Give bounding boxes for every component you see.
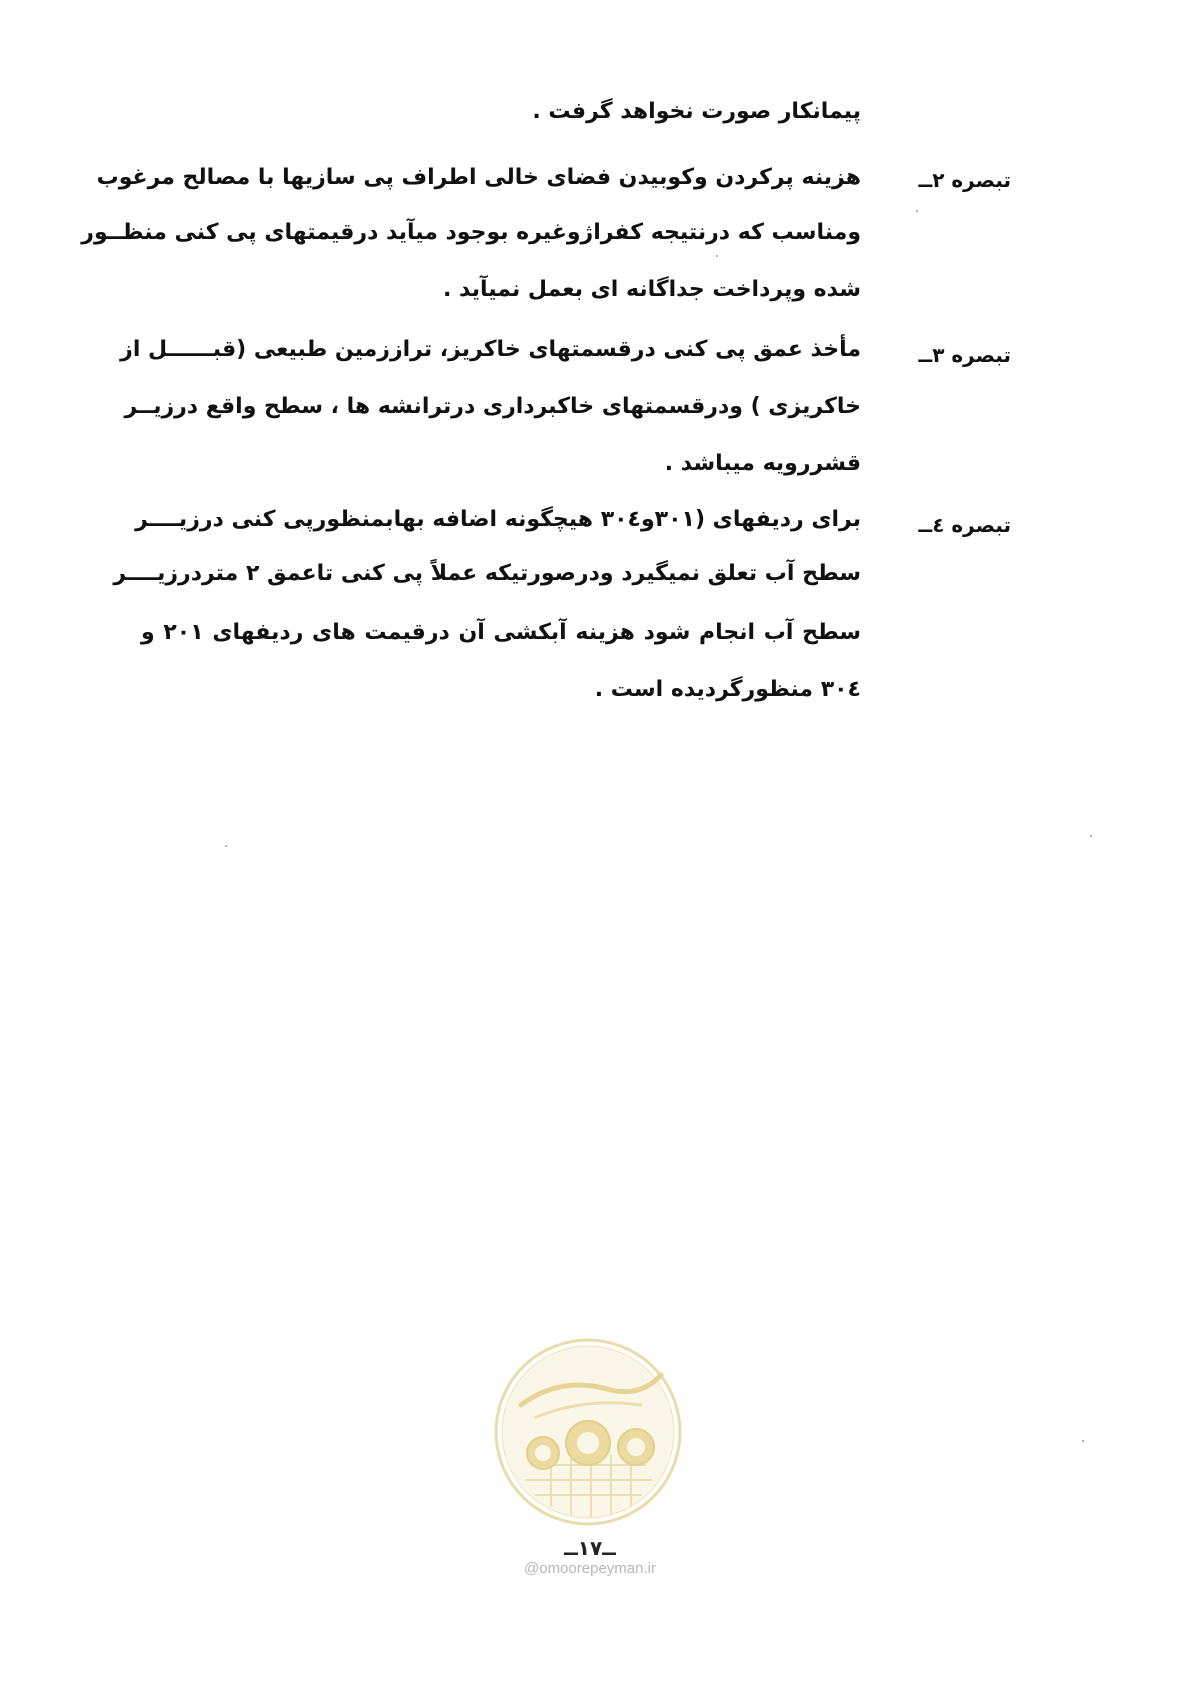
scan-speck [716,255,718,257]
note-label-3: تبصره ۳ــ [918,343,1011,367]
body-line-2: هزینه پرکردن وکوبیدن فضای خالی اطراف پی سازیها با مصالح مرغوب [96,165,861,190]
scan-speck [1082,1440,1084,1442]
scan-speck [1090,835,1092,837]
watermark-logo [491,1335,686,1530]
scan-speck [225,845,227,847]
body-line-7: قشررویه میباشد . [664,451,861,476]
page-number: ــ۱۷ــ [564,1536,616,1560]
body-line-11: ۳۰٤ منظورگردیده است . [594,677,861,702]
body-line-5: مأخذ عمق پی کنی درقسمتهای خاکریز، تراززمین طبیعی (قبــــــل از [120,337,861,362]
body-line-4: شده وپرداخت جداگانه ای بعمل نمیآید . [443,277,861,302]
body-line-9: سطح آب تعلق نمیگیرد ودرصورتیکه عملاً پی کنی تاعمق ۲ متردرزیــــر [113,561,861,586]
site-url: @omoorepeyman.ir [524,1560,656,1577]
body-line-10: سطح آب انجام شود هزینه آبکشی آن درقیمت های ردیفهای ۲۰۱ و [141,620,861,645]
body-line-3: ومناسب که درنتیجه کفراژوغیره بوجود میآید درقیمتهای پی کنی منظــور [81,220,861,245]
note-label-2: تبصره ۲ــ [918,168,1011,192]
body-line-1: پیمانکار صورت نخواهد گرفت . [532,99,861,124]
note-label-4: تبصره ٤ــ [918,513,1011,537]
scan-speck [916,210,918,212]
body-line-6: خاکریزی ) ودرقسمتهای خاکبرداری درترانشه ها ، سطح واقع درزیــر [124,394,861,419]
body-line-8: برای ردیفهای (۳۰۱و۳۰٤ هیچگونه اضافه بهابمنظورپی کنی درزیــــر [135,507,861,532]
